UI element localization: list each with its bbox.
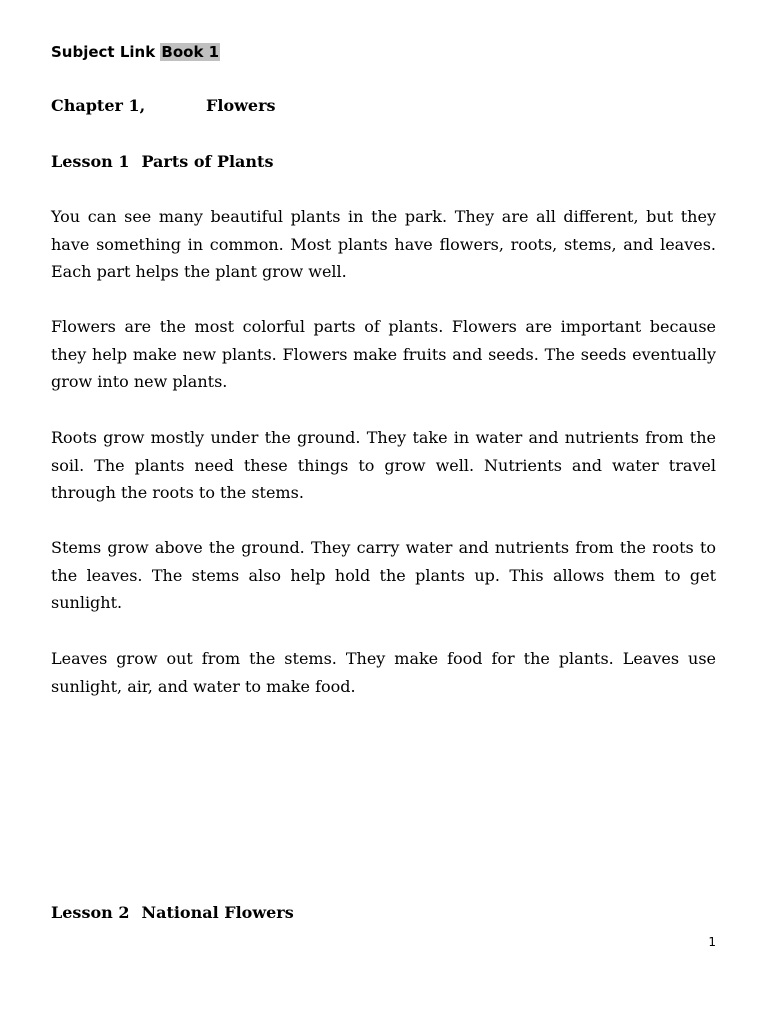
paragraph-leaves[interactable]: Leaves grow out from the stems. They make food for the plants. Leaves use sunlight, air, and water to make food.	[51, 649, 716, 696]
header-prefix: Subject Link	[51, 43, 161, 61]
lesson-1-title: Parts of Plants	[141, 152, 274, 171]
lesson-1-label: Lesson 1	[51, 152, 130, 171]
document-header	[51, 42, 220, 62]
chapter-heading	[51, 95, 276, 117]
lesson-2-label: Lesson 2	[51, 903, 130, 922]
lesson-2-heading	[51, 902, 294, 924]
paragraph-flowers[interactable]: Flowers are the most colorful parts of plants. Flowers are important because they help make new plants. Flowers make fruits and seeds. The seeds eventually grow into new plants.	[51, 317, 716, 392]
page-number: 1	[708, 935, 716, 949]
paragraph-stems[interactable]: Stems grow above the ground. They carry water and nutrients from the roots to the leaves. The stems also help hold the plants up. This allows them to get sunlight.	[51, 538, 716, 613]
chapter-label: Chapter 1,	[51, 96, 146, 115]
chapter-title: Flowers	[206, 96, 276, 115]
paragraph-intro[interactable]: You can see many beautiful plants in the park. They are all different, but they have something in common. Most plants have flowers, roots, stems, and leaves. Each part helps the plant grow well.	[51, 207, 716, 282]
header-book-highlighted[interactable]: Book 1	[161, 43, 220, 61]
paragraph-roots[interactable]: Roots grow mostly under the ground. They take in water and nutrients from the soil. The plants need these things to grow well. Nutrients and water travel through the roots to the stems.	[51, 428, 716, 503]
lesson-2-title: National Flowers	[141, 903, 294, 922]
lesson-1-heading	[51, 151, 273, 173]
